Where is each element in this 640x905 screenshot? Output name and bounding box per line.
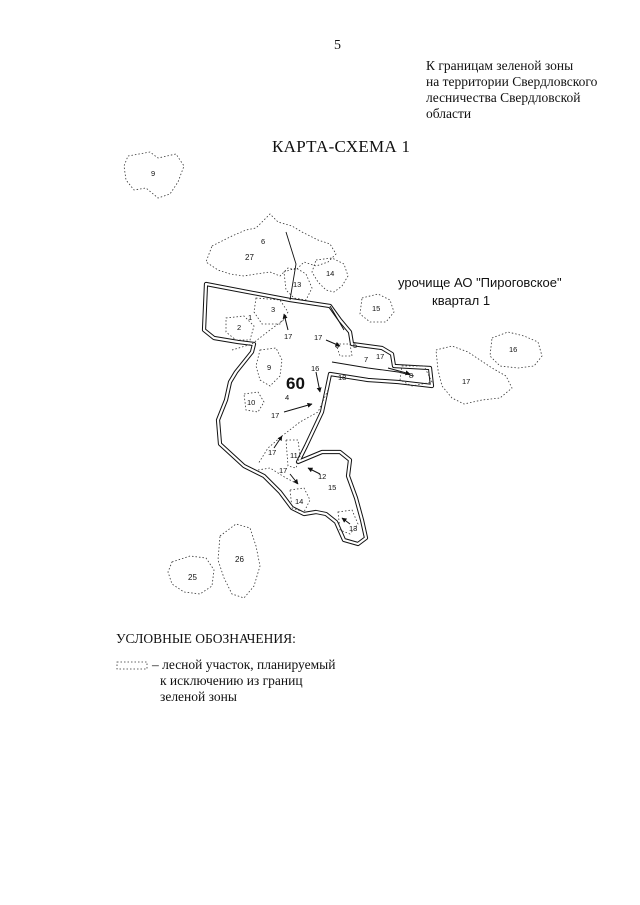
map-title: КАРТА-СХЕМА 1 [272,137,411,156]
label-1: 1 [248,313,253,322]
label-25: 25 [188,573,197,582]
label-18: 18 [338,373,347,382]
parcel-17-east-outline [436,346,512,404]
subdivision-line [330,306,344,330]
legend-item-text [152,657,335,705]
pointer-arrow [290,474,298,484]
legend-item-line: – лесной участок, планируемый [152,657,336,672]
label-10: 10 [247,398,256,407]
label-2: 2 [237,323,242,332]
label-13-top: 13 [293,280,302,289]
label-15-top: 15 [372,304,381,313]
label-8: 8 [409,371,414,380]
label-6: 6 [335,341,340,350]
label-5: 5 [353,341,358,350]
label-4: 4 [285,393,290,402]
legend-title: УСЛОВНЫЕ ОБОЗНАЧЕНИЯ: [116,631,296,646]
label-6-top: 6 [261,237,266,246]
parcel-27-outline [206,214,336,276]
label-26: 26 [235,555,244,564]
label-15-bottom: 15 [328,483,337,492]
label-17-a: 17 [284,332,293,341]
label-7: 7 [364,355,369,364]
label-17-f: 17 [279,466,288,475]
quarter-number: 60 [286,374,305,393]
pointer-arrow [316,372,320,392]
label-17-e: 17 [268,448,277,457]
pointer-arrow [284,314,288,330]
label-17-b: 17 [314,333,323,342]
label-17-c: 17 [376,352,385,361]
header-note-line: на территории Свердловского [426,74,598,89]
legend-item-line: к исключению из границ [160,673,303,688]
label-12: 12 [318,472,327,481]
subdivision-line [286,232,296,300]
label-14-bottom: 14 [295,497,304,506]
pointer-arrow [274,436,282,448]
label-16-in: 16 [311,364,320,373]
label-3: 3 [271,305,276,314]
header-note-line: лесничества Свердловской [426,90,581,105]
dotted-parcel-symbol [116,661,148,670]
pointer-arrow [284,404,312,412]
label-17-east: 17 [462,377,471,386]
label-9: 9 [267,363,272,372]
header-note-line: К границам зеленой зоны [426,58,574,73]
label-11: 11 [290,451,298,460]
label-27: 27 [245,253,254,262]
header-note-line: области [426,106,472,121]
label-outlier-9: 9 [151,169,156,178]
label-13-bottom: 13 [349,524,358,533]
label-14-top: 14 [326,269,335,278]
area-label-line1: урочище АО "Пироговское" [398,275,562,290]
area-label-line2: квартал 1 [432,293,491,308]
page-number: 5 [334,38,341,53]
legend-item-line: зеленой зоны [160,689,237,704]
label-17-d: 17 [271,411,280,420]
label-16: 16 [509,345,518,354]
